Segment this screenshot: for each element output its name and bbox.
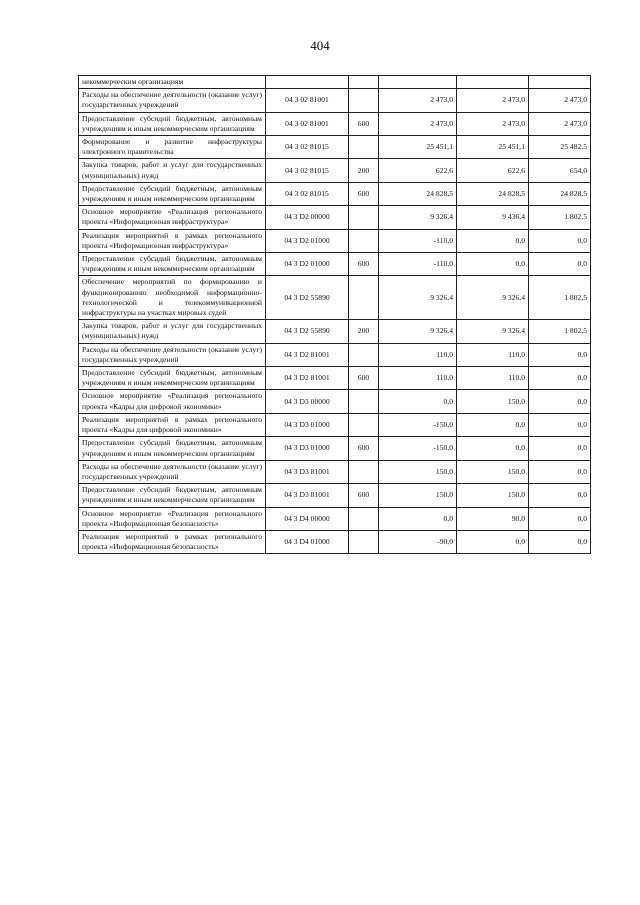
target-code-cell: 04 3 02 81015 [266,159,349,182]
expense-name-cell: Основное мероприятие «Реализация регионального проекта «Информационная инфраструктура» [79,206,266,229]
amount-year3-cell: 1 802,5 [529,206,591,229]
amount-year1-cell: 2 473,0 [379,89,457,112]
budget-table-body [79,76,591,554]
table-row [79,367,591,390]
expense-name-cell: Формирование и развитие инфраструктуры электронного правительства [79,136,266,159]
table-row [79,530,591,553]
table-row [79,343,591,366]
amount-year1-cell: 110,0 [379,343,457,366]
amount-year3-cell: 0,0 [529,530,591,553]
amount-year3-cell: 0,0 [529,367,591,390]
expense-name-cell: Основное мероприятие «Реализация регионального проекта «Информационная безопасность» [79,507,266,530]
expense-name-cell: Предоставление субсидий бюджетным, автономным учреждениям и иным некоммерческим организациям [79,437,266,460]
amount-year2-cell: 24 828,5 [457,182,529,205]
expense-type-cell [349,229,379,252]
amount-year3-cell: 1 802,5 [529,276,591,320]
amount-year2-cell: 150,0 [457,390,529,413]
amount-year2-cell: 110,0 [457,367,529,390]
expense-name-cell: Предоставление субсидий бюджетным, автономным учреждениям и иным некоммерческим организациям [79,367,266,390]
expense-type-cell: 600 [349,253,379,276]
table-row [79,136,591,159]
target-code-cell: 04 3 D2 01000 [266,229,349,252]
table-row [79,437,591,460]
table-row [79,159,591,182]
expense-type-cell [349,460,379,483]
expense-type-cell [349,76,379,89]
expense-name-cell: Закупка товаров, работ и услуг для государственных (муниципальных) нужд [79,159,266,182]
amount-year2-cell: 0,0 [457,253,529,276]
expense-name-cell: Расходы на обеспечение деятельности (оказание услуг) государственных учреждений [79,89,266,112]
expense-type-cell [349,507,379,530]
target-code-cell: 04 3 02 81001 [266,112,349,135]
target-code-cell: 04 3 D2 55890 [266,276,349,320]
amount-year3-cell: 0,0 [529,460,591,483]
table-row [79,484,591,507]
amount-year1-cell: 110,0 [379,367,457,390]
expense-name-cell: Предоставление субсидий бюджетным, автономным учреждениям и иным некоммерческим организациям [79,112,266,135]
target-code-cell: 04 3 D3 81001 [266,484,349,507]
table-row [79,320,591,343]
target-code-cell: 04 3 D4 01000 [266,530,349,553]
target-code-cell: 04 3 02 81001 [266,89,349,112]
expense-type-cell [349,206,379,229]
table-row [79,229,591,252]
amount-year2-cell: 90,0 [457,507,529,530]
expense-type-cell [349,413,379,436]
expense-type-cell [349,343,379,366]
expense-type-cell: 600 [349,112,379,135]
amount-year2-cell: 9 326,4 [457,320,529,343]
amount-year1-cell: 150,0 [379,460,457,483]
amount-year3-cell: 25 482,5 [529,136,591,159]
table-row [79,507,591,530]
amount-year3-cell [529,76,591,89]
amount-year1-cell: -150,0 [379,437,457,460]
amount-year3-cell: 0,0 [529,343,591,366]
amount-year2-cell: 622,6 [457,159,529,182]
amount-year3-cell: 0,0 [529,229,591,252]
target-code-cell: 04 3 D4 00000 [266,507,349,530]
expense-name-cell: Обеспечение мероприятий по формированию и функционированию необходимой информационно-технологической и телекоммуникационной инфраструктуры на участках мировых судей [79,276,266,320]
amount-year2-cell: 0,0 [457,437,529,460]
amount-year1-cell: 150,0 [379,484,457,507]
target-code-cell: 04 3 D2 81001 [266,367,349,390]
amount-year2-cell: 9 326,4 [457,276,529,320]
amount-year1-cell: 24 828,5 [379,182,457,205]
page-number: 404 [310,38,330,53]
table-row [79,182,591,205]
target-code-cell: 04 3 D3 01000 [266,437,349,460]
expense-name-cell: Реализация мероприятий в рамках регионального проекта «Кадры для цифровой экономики» [79,413,266,436]
amount-year3-cell: 654,0 [529,159,591,182]
amount-year1-cell: 9 326,4 [379,320,457,343]
amount-year2-cell: 25 451,1 [457,136,529,159]
expense-name-cell: некоммерческим организациям [79,76,266,89]
table-row [79,276,591,320]
expense-type-cell: 200 [349,159,379,182]
target-code-cell: 04 3 D3 01000 [266,413,349,436]
amount-year3-cell: 0,0 [529,437,591,460]
expense-type-cell: 600 [349,484,379,507]
target-code-cell: 04 3 D2 81001 [266,343,349,366]
amount-year2-cell: 0,0 [457,229,529,252]
amount-year3-cell: 24 828,5 [529,182,591,205]
amount-year3-cell: 0,0 [529,253,591,276]
target-code-cell: 04 3 D3 00000 [266,390,349,413]
target-code-cell: 04 3 02 81015 [266,182,349,205]
target-code-cell: 04 3 02 81015 [266,136,349,159]
expense-name-cell: Расходы на обеспечение деятельности (оказание услуг) государственных учреждений [79,460,266,483]
amount-year2-cell: 2 473,0 [457,112,529,135]
amount-year1-cell: -110,0 [379,253,457,276]
expense-type-cell [349,530,379,553]
target-code-cell: 04 3 D3 81001 [266,460,349,483]
expense-type-cell [349,390,379,413]
expense-type-cell: 600 [349,367,379,390]
expense-name-cell: Расходы на обеспечение деятельности (оказание услуг) государственных учреждений [79,343,266,366]
amount-year3-cell: 0,0 [529,413,591,436]
table-row [79,206,591,229]
amount-year1-cell: -90,0 [379,530,457,553]
amount-year1-cell: 2 473,0 [379,112,457,135]
expense-name-cell: Реализация мероприятий в рамках регионального проекта «Информационная безопасность» [79,530,266,553]
amount-year1-cell: 622,6 [379,159,457,182]
target-code-cell [266,76,349,89]
expense-type-cell [349,89,379,112]
amount-year1-cell: -110,0 [379,229,457,252]
amount-year2-cell [457,76,529,89]
amount-year3-cell: 2 473,0 [529,89,591,112]
amount-year2-cell: 150,0 [457,460,529,483]
expense-name-cell: Основное мероприятие «Реализация регионального проекта «Кадры для цифровой экономики» [79,390,266,413]
target-code-cell: 04 3 D2 01000 [266,253,349,276]
table-row [79,413,591,436]
amount-year2-cell: 9 436,4 [457,206,529,229]
table-row [79,253,591,276]
target-code-cell: 04 3 D2 00000 [266,206,349,229]
budget-table [78,75,591,554]
amount-year1-cell [379,76,457,89]
amount-year1-cell: -150,0 [379,413,457,436]
table-row [79,390,591,413]
expense-type-cell [349,136,379,159]
expense-name-cell: Предоставление субсидий бюджетным, автономным учреждениям и иным некоммерческим организациям [79,253,266,276]
amount-year1-cell: 9 326,4 [379,206,457,229]
expense-type-cell: 600 [349,437,379,460]
expense-type-cell [349,276,379,320]
amount-year1-cell: 25 451,1 [379,136,457,159]
amount-year2-cell: 110,0 [457,343,529,366]
amount-year2-cell: 150,0 [457,484,529,507]
amount-year3-cell: 0,0 [529,390,591,413]
amount-year3-cell: 0,0 [529,484,591,507]
table-row [79,76,591,89]
amount-year2-cell: 0,0 [457,530,529,553]
amount-year1-cell: 0,0 [379,507,457,530]
amount-year2-cell: 2 473,0 [457,89,529,112]
amount-year2-cell: 0,0 [457,413,529,436]
amount-year3-cell: 0,0 [529,507,591,530]
target-code-cell: 04 3 D2 55890 [266,320,349,343]
expense-name-cell: Предоставление субсидий бюджетным, автономным учреждениям и иным некоммерческим организациям [79,182,266,205]
table-row [79,89,591,112]
expense-name-cell: Предоставление субсидий бюджетным, автономным учреждениям и иным некоммерческим организациям [79,484,266,507]
amount-year3-cell: 2 473,0 [529,112,591,135]
amount-year1-cell: 9 326,4 [379,276,457,320]
expense-name-cell: Закупка товаров, работ и услуг для государственных (муниципальных) нужд [79,320,266,343]
amount-year3-cell: 1 802,5 [529,320,591,343]
expense-type-cell: 200 [349,320,379,343]
table-row [79,112,591,135]
expense-type-cell: 600 [349,182,379,205]
expense-name-cell: Реализация мероприятий в рамках регионального проекта «Информационная инфраструктура» [79,229,266,252]
amount-year1-cell: 0,0 [379,390,457,413]
table-row [79,460,591,483]
